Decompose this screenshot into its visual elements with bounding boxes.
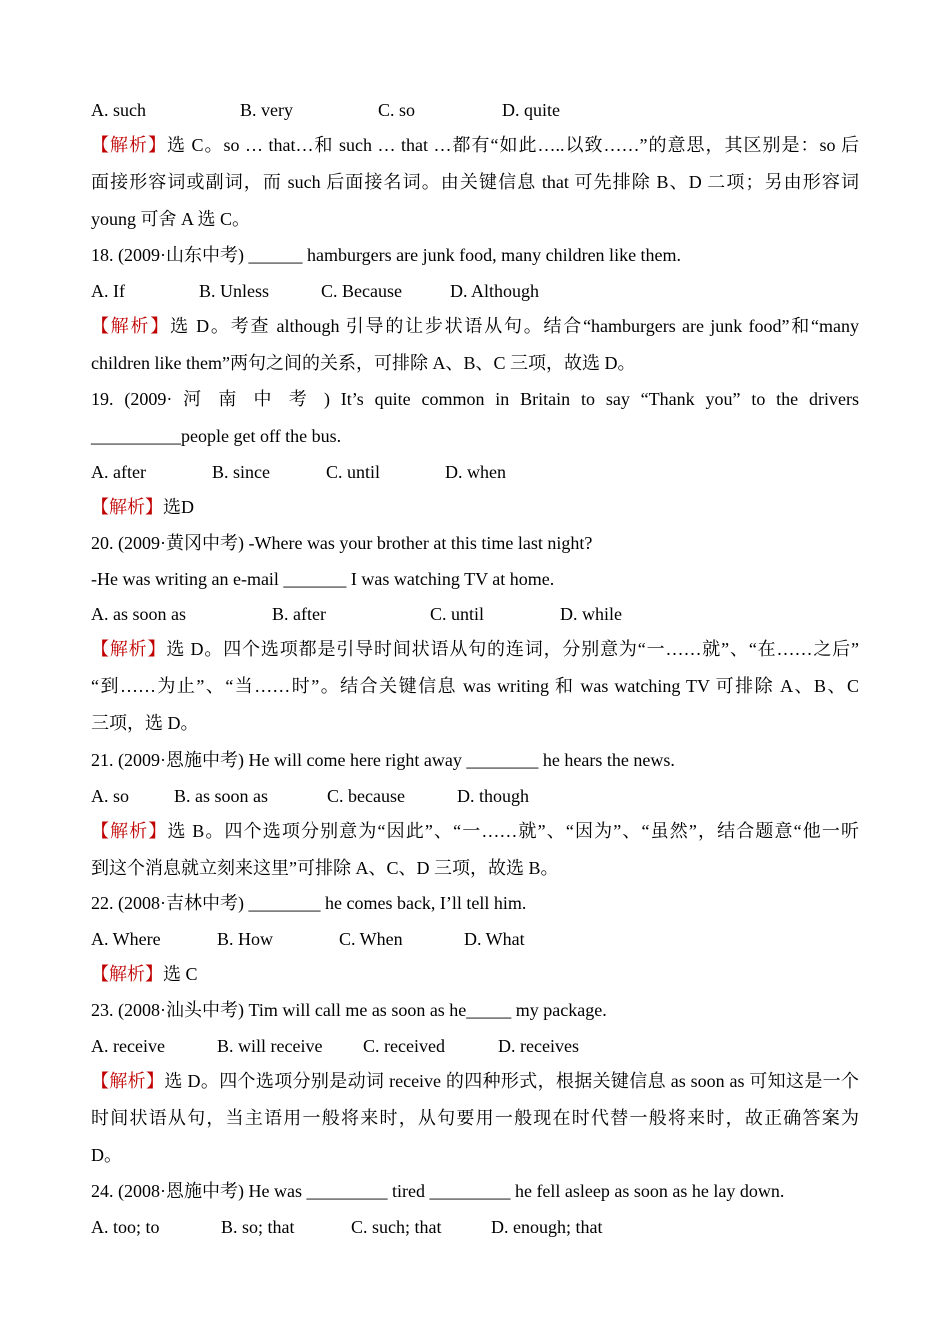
q23-option-d: D. receives xyxy=(498,1036,579,1056)
q24-option-d: D. enough; that xyxy=(491,1217,603,1237)
q20-stem: 20. (2009·黄冈中考) -Where was your brother at this time last night? xyxy=(91,533,593,553)
q17-analysis-line-1: 【解析】选 C。so … that…和 such … that …都有“如此…..以致……”的意思，其区别是：so 后 xyxy=(91,135,859,155)
q19-option-d: D. when xyxy=(445,462,506,482)
q21-options xyxy=(91,783,859,809)
q21-analysis-line-2: 到这个消息就立刻来这里”可排除 A、C、D 三项，故选 B。 xyxy=(91,858,559,878)
q22-stem: 22. (2008·吉林中考) ________ he comes back, I’ll tell him. xyxy=(91,893,527,913)
q24-option-c: C. such; that xyxy=(351,1217,442,1237)
q21-option-d: D. though xyxy=(457,786,529,806)
q18-option-d: D. Although xyxy=(450,281,540,301)
q24-option-a: A. too; to xyxy=(91,1217,160,1237)
q20-analysis-line-2: “到……为止”、“当……时”。结合关键信息 was writing 和 was watching TV 可排除 A、B、C xyxy=(91,676,859,696)
q23-option-c: C. received xyxy=(363,1036,445,1056)
q18-option-c: C. Because xyxy=(321,281,402,301)
q21-option-b: B. as soon as xyxy=(174,786,268,806)
q22-analysis: 【解析】选 C xyxy=(91,964,198,984)
q24-options xyxy=(91,1214,859,1240)
q23-analysis-line-1: 【解析】选 D。四个选项分别是动词 receive 的四种形式，根据关键信息 as soon as 可知这是一个 xyxy=(91,1071,859,1091)
analysis-tag: 【解析】 xyxy=(91,964,163,984)
q17-analysis-line-2: 面接形容词或副词，而 such 后面接名词。由关键信息 that 可先排除 B、D 二项；另由形容词 xyxy=(91,172,859,192)
analysis-tag: 【解析】 xyxy=(91,497,163,517)
q20-stem-line-2: -He was writing an e-mail _______ I was watching TV at home. xyxy=(91,569,555,589)
q19-option-c: C. until xyxy=(326,462,381,482)
q19-stem-line-2: __________people get off the bus. xyxy=(91,426,342,446)
q23-options xyxy=(91,1033,859,1059)
q23-analysis-line-2: 时间状语从句，当主语用一般将来时，从句要用一般现在时代替一般将来时，故正确答案为 xyxy=(91,1108,859,1128)
q20-option-a: A. as soon as xyxy=(91,604,186,624)
q19-analysis: 【解析】选D xyxy=(91,497,194,517)
q17-option-c: C. so xyxy=(378,100,416,120)
q21-analysis-line-1: 【解析】选 B。四个选项分别意为“因此”、“一……就”、“因为”、“虽然”，结合题意“他一听 xyxy=(91,821,859,841)
q17-options xyxy=(91,97,859,123)
q22-option-a: A. Where xyxy=(91,929,161,949)
analysis-tag: 【解析】 xyxy=(91,639,167,659)
q23-option-a: A. receive xyxy=(91,1036,165,1056)
q21-option-c: C. because xyxy=(327,786,405,806)
q20-option-c: C. until xyxy=(430,604,485,624)
q19-stem-line-1: 19. (2009· 河 南 中 考 ) It’s quite common in Britain to say “Thank you” to the drivers xyxy=(91,389,859,409)
q22-option-b: B. How xyxy=(217,929,274,949)
q24-stem: 24. (2008·恩施中考) He was _________ tired _________ he fell asleep as soon as he lay down. xyxy=(91,1181,785,1201)
q18-analysis-line-1: 【解析】选 D。考查 although 引导的让步状语从句。结合“hamburgers are junk food”和“many xyxy=(91,316,859,336)
q17-option-d: D. quite xyxy=(502,100,560,120)
q19-options xyxy=(91,459,859,485)
q22-option-d: D. What xyxy=(464,929,525,949)
q22-options xyxy=(91,926,859,952)
q18-stem: 18. (2009·山东中考) ______ hamburgers are junk food, many children like them. xyxy=(91,245,682,265)
q18-analysis-line-2: children like them”两句之间的关系，可排除 A、B、C 三项，故选 D。 xyxy=(91,353,636,373)
q19-option-b: B. since xyxy=(212,462,270,482)
q23-stem: 23. (2008·汕头中考) Tim will call me as soon as he_____ my package. xyxy=(91,1000,607,1020)
q17-analysis-line-3: young 可舍 A 选 C。 xyxy=(91,209,251,229)
q20-analysis-line-1: 【解析】选 D。四个选项都是引导时间状语从句的连词，分别意为“一……就”、“在……之后” xyxy=(91,639,859,659)
q17-option-a: A. such xyxy=(91,100,146,120)
q21-option-a: A. so xyxy=(91,786,130,806)
analysis-tag: 【解析】 xyxy=(91,1071,165,1091)
q22-option-c: C. When xyxy=(339,929,403,949)
q23-option-b: B. will receive xyxy=(217,1036,323,1056)
q18-options xyxy=(91,278,859,304)
analysis-tag: 【解析】 xyxy=(91,316,171,336)
q20-options xyxy=(91,601,859,627)
analysis-tag: 【解析】 xyxy=(91,135,168,155)
q21-stem: 21. (2009·恩施中考) He will come here right away ________ he hears the news. xyxy=(91,750,675,770)
q23-analysis-line-3: D。 xyxy=(91,1145,122,1165)
q18-option-a: A. If xyxy=(91,281,125,301)
q19-option-a: A. after xyxy=(91,462,146,482)
q24-option-b: B. so; that xyxy=(221,1217,295,1237)
q20-option-d: D. while xyxy=(560,604,622,624)
q20-option-b: B. after xyxy=(272,604,326,624)
q17-option-b: B. very xyxy=(240,100,293,120)
q18-option-b: B. Unless xyxy=(199,281,270,301)
q20-analysis-line-3: 三项，选 D。 xyxy=(91,713,199,733)
analysis-tag: 【解析】 xyxy=(91,821,168,841)
